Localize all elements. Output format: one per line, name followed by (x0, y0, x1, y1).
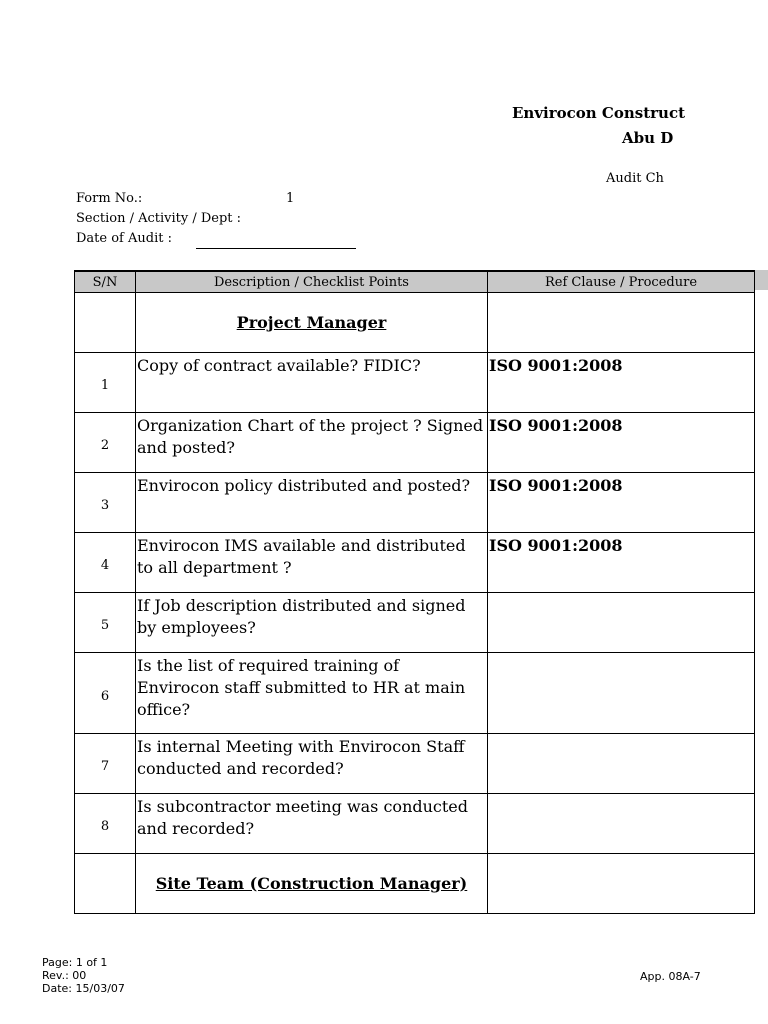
section-sn-cell (75, 293, 136, 353)
row-description: Envirocon policy distributed and posted? (136, 473, 488, 533)
row-ref-clause: ISO 9001:2008 (488, 533, 755, 593)
row-sn: 8 (75, 794, 136, 854)
section-ref-cell (488, 854, 755, 914)
row-description: Envirocon IMS available and distributed to all department ? (136, 533, 488, 593)
company-name: Envirocon Construct (512, 104, 686, 122)
row-description: Is subcontractor meeting was conducted and recorded? (136, 794, 488, 854)
row-description: Organization Chart of the project ? Signed and posted? (136, 413, 488, 473)
row-sn: 4 (75, 533, 136, 593)
row-ref-clause: ISO 9001:2008 (488, 353, 755, 413)
row-ref-clause: ISO 9001:2008 (488, 473, 755, 533)
table-header-row (75, 271, 755, 293)
section-ref-cell (488, 293, 755, 353)
footer-info (42, 956, 125, 995)
date-of-audit-label: Date of Audit : (76, 231, 172, 246)
section-sn-cell (75, 854, 136, 914)
footer-page: Page: 1 of 1 (42, 956, 108, 969)
section-row (75, 293, 755, 353)
row-ref-clause (488, 593, 755, 653)
row-description: Copy of contract available? FIDIC? (136, 353, 488, 413)
section-title: Site Team (Construction Manager) (136, 854, 488, 914)
row-ref-clause (488, 653, 755, 734)
footer-date: Date: 15/03/07 (42, 982, 125, 995)
row-description: Is the list of required training of Envirocon staff submitted to HR at main office? (136, 653, 488, 734)
row-ref-clause (488, 794, 755, 854)
row-sn: 7 (75, 734, 136, 794)
row-sn: 3 (75, 473, 136, 533)
row-sn: 2 (75, 413, 136, 473)
header-description: Description / Checklist Points (136, 271, 488, 293)
table-row (75, 794, 755, 854)
row-ref-clause (488, 734, 755, 794)
table-row (75, 593, 755, 653)
section-title: Project Manager (136, 293, 488, 353)
row-sn: 1 (75, 353, 136, 413)
footer-rev: Rev.: 00 (42, 969, 87, 982)
checklist-table (74, 270, 755, 914)
checklist-table-viewport (74, 270, 698, 916)
row-ref-clause: ISO 9001:2008 (488, 413, 755, 473)
form-no-label: Form No.: (76, 191, 143, 206)
header-ref-clause: Ref Clause / Procedure (488, 271, 755, 293)
company-city: Abu D (622, 129, 674, 147)
form-no-value: 1 (286, 191, 295, 206)
table-row (75, 533, 755, 593)
table-row (75, 353, 755, 413)
document-title: Audit Ch (606, 171, 664, 186)
section-row (75, 854, 755, 914)
date-of-audit-blank-line (196, 248, 356, 249)
table-row (75, 413, 755, 473)
table-row (75, 734, 755, 794)
row-description: Is internal Meeting with Envirocon Staff conducted and recorded? (136, 734, 488, 794)
footer-app-ref: App. 08A-7 (640, 970, 701, 983)
header-sn: S/N (75, 271, 136, 293)
row-description: If Job description distributed and signed by employees? (136, 593, 488, 653)
table-row (75, 653, 755, 734)
row-sn: 5 (75, 593, 136, 653)
section-activity-label: Section / Activity / Dept : (76, 211, 242, 226)
table-row (75, 473, 755, 533)
row-sn: 6 (75, 653, 136, 734)
